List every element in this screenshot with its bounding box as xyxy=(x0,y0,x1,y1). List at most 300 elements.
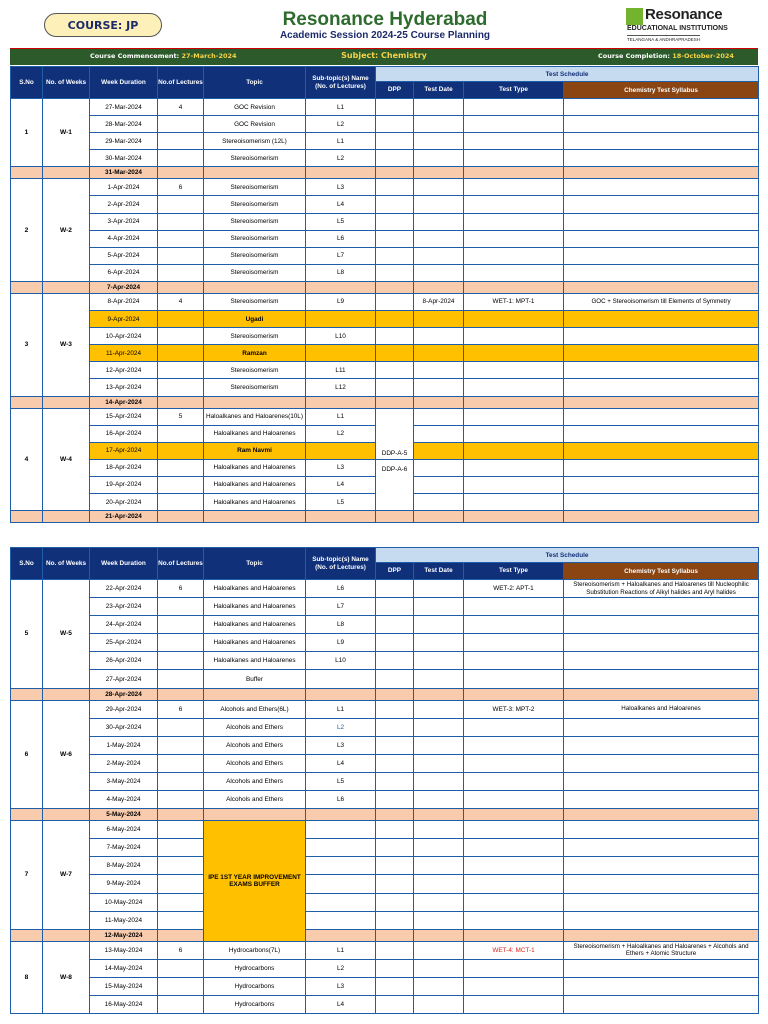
table-row xyxy=(11,116,759,133)
sunday-date: 14-Apr-2024 xyxy=(90,396,158,408)
week-date: 2-Apr-2024 xyxy=(90,196,158,213)
sunday-date: 21-Apr-2024 xyxy=(90,511,158,523)
sunday-date: 12-May-2024 xyxy=(90,929,158,941)
dpp-cell xyxy=(376,911,414,929)
sunday-blank xyxy=(158,396,204,408)
topic-cell: Stereoisomerism xyxy=(204,179,306,196)
sunday-blank xyxy=(204,688,306,700)
subtopic-cell xyxy=(306,345,376,362)
syllabus-cell xyxy=(564,821,759,839)
week-date: 13-May-2024 xyxy=(90,941,158,959)
col-sno-header: S.No xyxy=(11,67,43,99)
sunday-date: 31-Mar-2024 xyxy=(90,167,158,179)
dpp-cell xyxy=(376,959,414,977)
week-date: 3-May-2024 xyxy=(90,772,158,790)
dpp-cell xyxy=(376,580,414,598)
col-syllabus-header: Chemistry Test Syllabus xyxy=(564,563,759,580)
week-date: 30-Apr-2024 xyxy=(90,718,158,736)
test-date-cell xyxy=(414,736,464,754)
sunday-blank xyxy=(43,511,90,523)
sunday-blank xyxy=(158,929,204,941)
test-type-cell xyxy=(464,857,564,875)
sunday-blank xyxy=(43,809,90,821)
sunday-blank xyxy=(376,167,414,179)
lecture-count xyxy=(158,839,204,857)
test-date-cell xyxy=(414,247,464,264)
topic-cell: Hydrocarbons xyxy=(204,977,306,995)
lecture-count xyxy=(158,362,204,379)
table-row xyxy=(11,230,759,247)
col-test-date-header: Test Date xyxy=(414,82,464,99)
lecture-count xyxy=(158,442,204,459)
table-row xyxy=(11,875,759,893)
week-label: W-1 xyxy=(43,99,90,167)
lecture-count: 5 xyxy=(158,408,204,425)
test-date-cell xyxy=(414,959,464,977)
sunday-blank xyxy=(464,511,564,523)
header-row xyxy=(11,67,759,82)
week-date: 9-Apr-2024 xyxy=(90,311,158,328)
lecture-count xyxy=(158,670,204,688)
week-date: 11-Apr-2024 xyxy=(90,345,158,362)
sunday-blank xyxy=(204,511,306,523)
table-row xyxy=(11,598,759,616)
table-row xyxy=(11,839,759,857)
subtopic-cell xyxy=(306,311,376,328)
week-date: 6-May-2024 xyxy=(90,821,158,839)
sunday-blank xyxy=(306,929,376,941)
table-row xyxy=(11,150,759,167)
week-date: 10-May-2024 xyxy=(90,893,158,911)
test-type-cell xyxy=(464,116,564,133)
topic-cell: Haloalkanes and Haloarenes xyxy=(204,476,306,493)
test-date-cell xyxy=(414,616,464,634)
test-date-cell xyxy=(414,425,464,442)
subtopic-cell: L1 xyxy=(306,408,376,425)
test-date-cell xyxy=(414,179,464,196)
table-row xyxy=(11,700,759,718)
test-type-cell xyxy=(464,616,564,634)
lecture-count xyxy=(158,754,204,772)
lecture-count: 6 xyxy=(158,580,204,598)
topic-cell: Stereoisomerism xyxy=(204,328,306,345)
logo-wordmark: Resonance xyxy=(645,6,723,23)
lecture-count xyxy=(158,150,204,167)
test-date-cell xyxy=(414,116,464,133)
col-topic-header: Topic xyxy=(204,67,306,99)
subtopic-cell: L1 xyxy=(306,941,376,959)
sunday-row xyxy=(11,929,759,941)
syllabus-cell xyxy=(564,893,759,911)
sunday-blank xyxy=(414,511,464,523)
subtopic-cell: L6 xyxy=(306,580,376,598)
week-label: W-3 xyxy=(43,293,90,396)
sunday-blank xyxy=(414,688,464,700)
subtopic-cell xyxy=(306,911,376,929)
sunday-row xyxy=(11,688,759,700)
test-type-cell xyxy=(464,718,564,736)
table-row xyxy=(11,311,759,328)
subtopic-cell: L4 xyxy=(306,476,376,493)
table-row xyxy=(11,99,759,116)
sunday-blank xyxy=(43,396,90,408)
syllabus-cell: Stereoisomerism + Haloalkanes and Haloarenes till Nucleophilic Substitution Reactions of Alkyl halides and Aryl halides xyxy=(564,580,759,598)
test-type-cell xyxy=(464,264,564,281)
schedule-table xyxy=(10,66,759,523)
test-date-cell xyxy=(414,493,464,510)
syllabus-cell xyxy=(564,476,759,493)
syllabus-cell xyxy=(564,179,759,196)
dpp-cell xyxy=(376,772,414,790)
test-date-cell xyxy=(414,99,464,116)
topic-cell: Stereoisomerism xyxy=(204,150,306,167)
sunday-date: 7-Apr-2024 xyxy=(90,281,158,293)
test-date-cell xyxy=(414,311,464,328)
topic-cell: Alcohols and Ethers xyxy=(204,718,306,736)
test-date-cell xyxy=(414,995,464,1013)
test-type-cell xyxy=(464,839,564,857)
lecture-count xyxy=(158,598,204,616)
sunday-blank xyxy=(11,688,43,700)
test-type-cell: WET-2: APT-1 xyxy=(464,580,564,598)
week-date: 3-Apr-2024 xyxy=(90,213,158,230)
subtopic-cell: L1 xyxy=(306,133,376,150)
col-duration-header: Week Duration xyxy=(90,548,158,580)
test-type-cell xyxy=(464,230,564,247)
sunday-blank xyxy=(414,167,464,179)
test-date-cell xyxy=(414,598,464,616)
sunday-row xyxy=(11,167,759,179)
subtopic-cell xyxy=(306,857,376,875)
table-row xyxy=(11,580,759,598)
sunday-blank xyxy=(11,511,43,523)
sunday-blank xyxy=(158,688,204,700)
dpp-cell xyxy=(376,893,414,911)
sunday-blank xyxy=(204,396,306,408)
table-row xyxy=(11,345,759,362)
page-subtitle: Academic Session 2024-25 Course Planning xyxy=(279,30,491,41)
exam-buffer-cell: IPE 1ST YEAR IMPROVEMENT EXAMS BUFFER xyxy=(204,821,306,942)
sunday-blank xyxy=(464,688,564,700)
test-date-cell xyxy=(414,476,464,493)
test-type-cell xyxy=(464,150,564,167)
syllabus-cell xyxy=(564,425,759,442)
syllabus-cell xyxy=(564,362,759,379)
sunday-row xyxy=(11,396,759,408)
test-date-cell xyxy=(414,718,464,736)
table-row xyxy=(11,995,759,1013)
week-serial: 6 xyxy=(11,700,43,809)
test-type-cell xyxy=(464,493,564,510)
sunday-blank xyxy=(11,396,43,408)
table-row xyxy=(11,754,759,772)
lecture-count xyxy=(158,425,204,442)
lecture-count xyxy=(158,379,204,396)
test-date-cell xyxy=(414,754,464,772)
syllabus-cell xyxy=(564,150,759,167)
topic-cell: Stereoisomerism xyxy=(204,213,306,230)
subtopic-cell: L7 xyxy=(306,598,376,616)
sunday-blank xyxy=(11,167,43,179)
sunday-blank xyxy=(414,281,464,293)
table-row xyxy=(11,941,759,959)
dpp-cell xyxy=(376,995,414,1013)
week-date: 15-Apr-2024 xyxy=(90,408,158,425)
dpp-cell xyxy=(376,941,414,959)
test-date-cell xyxy=(414,230,464,247)
dpp-cell xyxy=(376,362,414,379)
lecture-count xyxy=(158,247,204,264)
sunday-blank xyxy=(306,167,376,179)
sunday-blank xyxy=(564,809,759,821)
week-date: 9-May-2024 xyxy=(90,875,158,893)
sunday-blank xyxy=(11,281,43,293)
topic-cell: Haloalkanes and Haloarenes xyxy=(204,493,306,510)
syllabus-cell xyxy=(564,959,759,977)
course-info-bar xyxy=(10,48,758,65)
test-type-cell xyxy=(464,247,564,264)
subtopic-cell: L6 xyxy=(306,230,376,247)
lecture-count xyxy=(158,196,204,213)
subtopic-cell: L12 xyxy=(306,379,376,396)
topic-cell: Haloalkanes and Haloarenes xyxy=(204,598,306,616)
table-row xyxy=(11,821,759,839)
week-date: 27-Apr-2024 xyxy=(90,670,158,688)
topic-cell: Stereoisomerism xyxy=(204,362,306,379)
lecture-count xyxy=(158,875,204,893)
test-type-cell xyxy=(464,670,564,688)
test-date-cell xyxy=(414,133,464,150)
syllabus-cell xyxy=(564,670,759,688)
subtopic-cell: L4 xyxy=(306,995,376,1013)
week-date: 29-Mar-2024 xyxy=(90,133,158,150)
topic-cell: Stereoisomerism xyxy=(204,379,306,396)
syllabus-cell xyxy=(564,379,759,396)
table-row xyxy=(11,213,759,230)
lecture-count xyxy=(158,995,204,1013)
test-date-cell xyxy=(414,580,464,598)
syllabus-cell xyxy=(564,875,759,893)
logo-mark-icon xyxy=(626,8,643,25)
dpp-cell xyxy=(376,379,414,396)
sunday-blank xyxy=(464,167,564,179)
sunday-blank xyxy=(43,688,90,700)
syllabus-cell xyxy=(564,442,759,459)
header-row xyxy=(11,548,759,563)
sunday-blank xyxy=(158,167,204,179)
subtopic-cell xyxy=(306,670,376,688)
sunday-blank xyxy=(158,809,204,821)
week-date: 20-Apr-2024 xyxy=(90,493,158,510)
table-row xyxy=(11,977,759,995)
test-type-cell xyxy=(464,99,564,116)
syllabus-cell xyxy=(564,408,759,425)
sunday-blank xyxy=(564,929,759,941)
lecture-count xyxy=(158,264,204,281)
week-serial: 3 xyxy=(11,293,43,396)
col-syllabus-header: Chemistry Test Syllabus xyxy=(564,82,759,99)
topic-cell: Hydrocarbons(7L) xyxy=(204,941,306,959)
test-type-cell: WET-4: MCT-1 xyxy=(464,941,564,959)
week-date: 16-Apr-2024 xyxy=(90,425,158,442)
dpp-cell xyxy=(376,754,414,772)
table-row xyxy=(11,328,759,345)
week-date: 19-Apr-2024 xyxy=(90,476,158,493)
test-type-cell xyxy=(464,196,564,213)
test-date-cell xyxy=(414,196,464,213)
schedule-table xyxy=(10,547,759,1014)
course-completion: Course Completion: 18-October-2024 xyxy=(598,52,734,60)
table-row xyxy=(11,791,759,809)
test-type-cell: WET-3: MPT-2 xyxy=(464,700,564,718)
test-type-cell xyxy=(464,754,564,772)
lecture-count xyxy=(158,345,204,362)
week-date: 30-Mar-2024 xyxy=(90,150,158,167)
topic-cell: GOC Revision xyxy=(204,99,306,116)
topic-cell: Haloalkanes and Haloarenes xyxy=(204,652,306,670)
subject-label: Subject: Chemistry xyxy=(341,51,427,60)
lecture-count xyxy=(158,133,204,150)
col-lectures-header: No.of Lectures xyxy=(158,67,204,99)
topic-cell: Stereoisomerism xyxy=(204,247,306,264)
lecture-count: 6 xyxy=(158,700,204,718)
topic-cell: Stereoisomerism xyxy=(204,230,306,247)
col-weeks-header: No. of Weeks xyxy=(43,548,90,580)
syllabus-cell xyxy=(564,345,759,362)
table-row xyxy=(11,634,759,652)
sunday-blank xyxy=(464,929,564,941)
week-date: 1-Apr-2024 xyxy=(90,179,158,196)
test-type-cell xyxy=(464,652,564,670)
lecture-count xyxy=(158,959,204,977)
syllabus-cell xyxy=(564,133,759,150)
subtopic-cell: L2 xyxy=(306,425,376,442)
lecture-count xyxy=(158,977,204,995)
sunday-blank xyxy=(376,511,414,523)
sunday-row xyxy=(11,281,759,293)
week-date: 4-Apr-2024 xyxy=(90,230,158,247)
syllabus-cell xyxy=(564,652,759,670)
topic-cell: Stereoisomerism (12L) xyxy=(204,133,306,150)
col-duration-header: Week Duration xyxy=(90,67,158,99)
topic-cell: Buffer xyxy=(204,670,306,688)
dpp-cell xyxy=(376,791,414,809)
test-date-cell xyxy=(414,941,464,959)
subtopic-cell: L7 xyxy=(306,247,376,264)
table-row xyxy=(11,293,759,310)
test-type-cell xyxy=(464,736,564,754)
subtopic-cell: L4 xyxy=(306,196,376,213)
table-row xyxy=(11,196,759,213)
week-label: W-6 xyxy=(43,700,90,809)
test-date-cell: 8-Apr-2024 xyxy=(414,293,464,310)
topic-cell: Haloalkanes and Haloarenes xyxy=(204,459,306,476)
sunday-blank xyxy=(11,809,43,821)
sunday-date: 28-Apr-2024 xyxy=(90,688,158,700)
lecture-count: 4 xyxy=(158,99,204,116)
test-date-cell xyxy=(414,772,464,790)
syllabus-cell xyxy=(564,328,759,345)
sunday-row xyxy=(11,511,759,523)
dpp-cell xyxy=(376,821,414,839)
dpp-cell xyxy=(376,116,414,133)
syllabus-cell xyxy=(564,99,759,116)
syllabus-cell xyxy=(564,977,759,995)
test-type-cell: WET-1: MPT-1 xyxy=(464,293,564,310)
test-type-cell xyxy=(464,379,564,396)
week-date: 12-Apr-2024 xyxy=(90,362,158,379)
test-type-cell xyxy=(464,977,564,995)
table-row xyxy=(11,911,759,929)
subtopic-cell: L3 xyxy=(306,977,376,995)
test-date-cell xyxy=(414,264,464,281)
sunday-blank xyxy=(204,809,306,821)
dpp-cell xyxy=(376,213,414,230)
syllabus-cell xyxy=(564,230,759,247)
test-date-cell xyxy=(414,911,464,929)
topic-cell: Stereoisomerism xyxy=(204,264,306,281)
table-row xyxy=(11,362,759,379)
week-date: 16-May-2024 xyxy=(90,995,158,1013)
lecture-count xyxy=(158,772,204,790)
syllabus-cell xyxy=(564,459,759,476)
week-serial: 5 xyxy=(11,580,43,689)
sunday-blank xyxy=(376,396,414,408)
sunday-blank xyxy=(158,511,204,523)
dpp-cell xyxy=(376,196,414,213)
table-row xyxy=(11,133,759,150)
week-label: W-2 xyxy=(43,179,90,282)
test-schedule-header: Test Schedule xyxy=(376,548,759,563)
lecture-count xyxy=(158,616,204,634)
lecture-count xyxy=(158,911,204,929)
week-date: 17-Apr-2024 xyxy=(90,442,158,459)
topic-cell: Haloalkanes and Haloarenes xyxy=(204,616,306,634)
test-date-cell xyxy=(414,875,464,893)
test-type-cell xyxy=(464,311,564,328)
test-type-cell xyxy=(464,791,564,809)
table-row xyxy=(11,959,759,977)
sunday-blank xyxy=(376,809,414,821)
test-date-cell xyxy=(414,893,464,911)
lecture-count xyxy=(158,493,204,510)
week-date: 28-Mar-2024 xyxy=(90,116,158,133)
week-date: 10-Apr-2024 xyxy=(90,328,158,345)
lecture-count xyxy=(158,213,204,230)
test-date-cell xyxy=(414,791,464,809)
topic-cell: Ram Navmi xyxy=(204,442,306,459)
week-date: 1-May-2024 xyxy=(90,736,158,754)
lecture-count xyxy=(158,718,204,736)
table-row xyxy=(11,736,759,754)
test-type-cell xyxy=(464,328,564,345)
test-type-cell xyxy=(464,476,564,493)
course-commencement: Course Commencement: 27-March-2024 xyxy=(90,52,237,60)
syllabus-cell xyxy=(564,754,759,772)
week-date: 13-Apr-2024 xyxy=(90,379,158,396)
test-type-cell xyxy=(464,345,564,362)
subtopic-cell: L2 xyxy=(306,116,376,133)
sunday-blank xyxy=(376,281,414,293)
syllabus-cell xyxy=(564,791,759,809)
subtopic-cell: L8 xyxy=(306,616,376,634)
topic-cell: Stereoisomerism xyxy=(204,196,306,213)
test-date-cell xyxy=(414,857,464,875)
col-topic-header: Topic xyxy=(204,548,306,580)
syllabus-cell xyxy=(564,196,759,213)
dpp-cell xyxy=(376,700,414,718)
test-date-cell xyxy=(414,839,464,857)
